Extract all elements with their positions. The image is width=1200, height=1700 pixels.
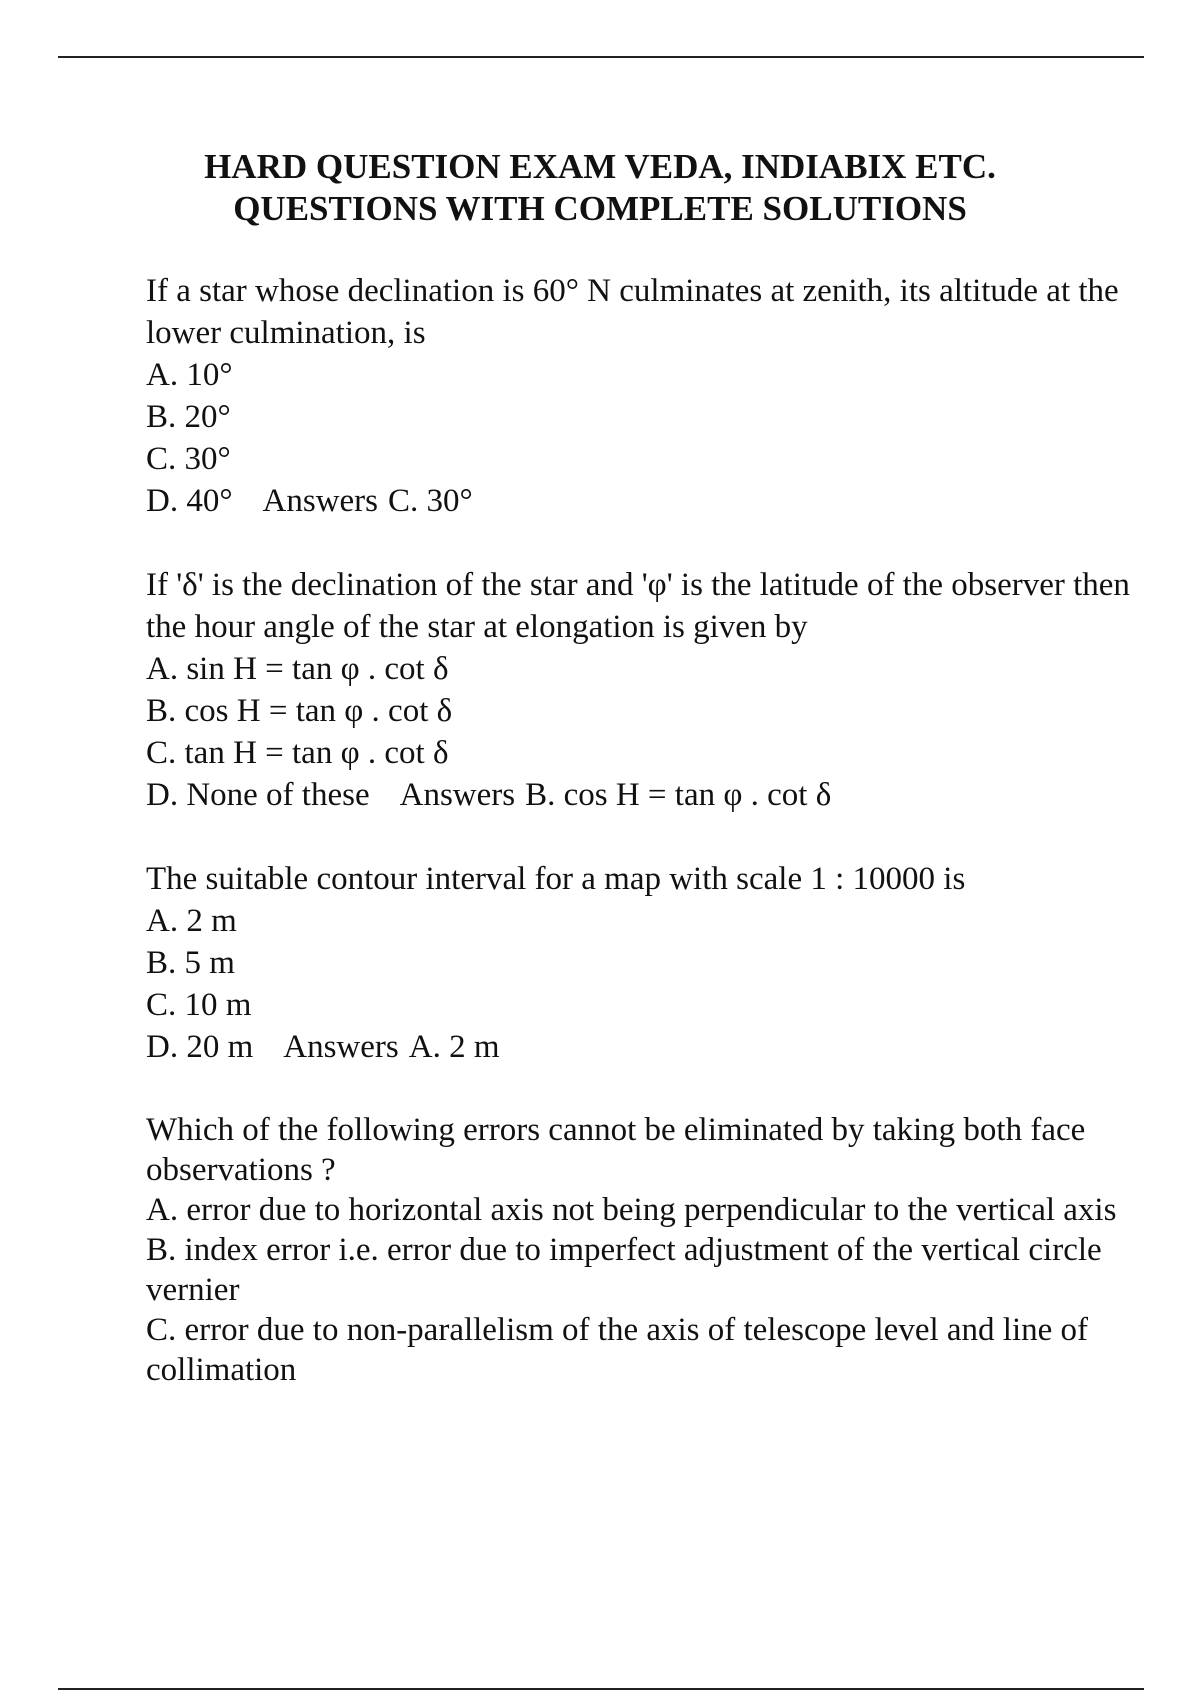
question-4 bbox=[146, 1110, 1146, 1390]
question-2 bbox=[146, 564, 1146, 816]
option-d: D. 20 m bbox=[146, 1029, 254, 1065]
option-d: D. 40° bbox=[146, 483, 233, 519]
option-a: A. 2 m bbox=[146, 903, 237, 939]
option-c: C. 10 m bbox=[146, 987, 252, 1023]
option-a: A. 10° bbox=[146, 357, 233, 393]
bottom-rule bbox=[58, 1688, 1144, 1690]
option-d: D. None of these bbox=[146, 777, 370, 813]
question-text: If 'δ' is the declination of the star and 'φ' is the latitude of the observer then the hour angle of the star at elongation is given by bbox=[146, 567, 1130, 645]
question-text: If a star whose declination is 60° N culminates at zenith, its altitude at the lower culmination, is bbox=[146, 273, 1119, 351]
answer-value: A. 2 m bbox=[408, 1029, 500, 1065]
option-a: A. error due to horizontal axis not being perpendicular to the vertical axis bbox=[146, 1192, 1117, 1228]
option-a: A. sin H = tan φ . cot δ bbox=[146, 651, 449, 687]
option-c: C. 30° bbox=[146, 441, 231, 477]
answer-value: C. 30° bbox=[388, 483, 473, 519]
answer-label: Answers bbox=[283, 1029, 399, 1065]
title-line-2: QUESTIONS WITH COMPLETE SOLUTIONS bbox=[233, 189, 967, 228]
option-c: C. tan H = tan φ . cot δ bbox=[146, 735, 449, 771]
page-title bbox=[0, 146, 1200, 230]
option-c: C. error due to non-parallelism of the axis of telescope level and line of collimation bbox=[146, 1312, 1089, 1388]
top-rule bbox=[58, 56, 1144, 58]
question-3 bbox=[146, 858, 1146, 1068]
title-line-1: HARD QUESTION EXAM VEDA, INDIABIX ETC. bbox=[204, 147, 996, 186]
option-b: B. 5 m bbox=[146, 945, 235, 981]
answer-value: B. cos H = tan φ . cot δ bbox=[525, 777, 832, 813]
question-text: The suitable contour interval for a map with scale 1 : 10000 is bbox=[146, 861, 966, 897]
option-d-with-answer bbox=[146, 480, 1146, 522]
option-d-with-answer bbox=[146, 1026, 1146, 1068]
answer-label: Answers bbox=[262, 483, 379, 519]
question-list bbox=[146, 270, 1146, 1432]
answer-label: Answers bbox=[399, 777, 516, 813]
option-b: B. cos H = tan φ . cot δ bbox=[146, 693, 453, 729]
option-b: B. index error i.e. error due to imperfect adjustment of the vertical circle vernier bbox=[146, 1232, 1102, 1308]
option-d-with-answer bbox=[146, 774, 1146, 816]
option-b: B. 20° bbox=[146, 399, 231, 435]
question-1 bbox=[146, 270, 1146, 522]
question-text: Which of the following errors cannot be eliminated by taking both face observations ? bbox=[146, 1112, 1086, 1188]
